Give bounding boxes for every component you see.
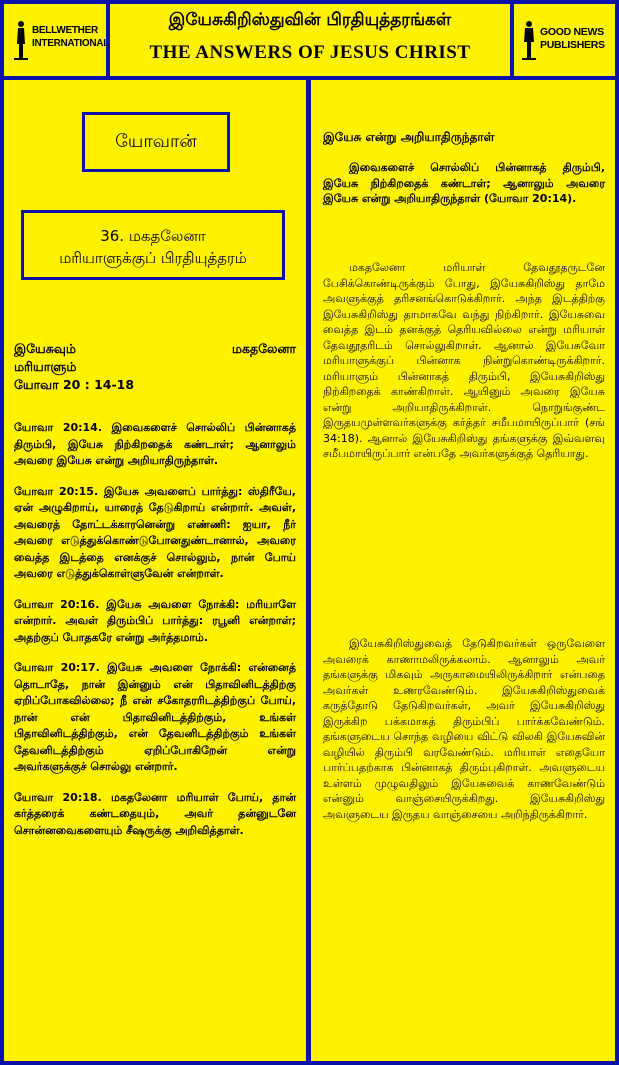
left-column (4, 80, 306, 1061)
header-title-english: THE ANSWERS OF JESUS CHRIST (149, 42, 471, 63)
verse-17: யோவா 20:17. இயேசு அவளை நோக்கி: என்னைத் தொடாதே, நான் இன்னும் என் பிதாவினிடத்திற்கு ஏறிப்போகவில்லை; நீ என் சகோதரரிடத்திற்குப் போய், நான் என் பிதாவினிடத்திற்கும், உங்கள் பிதாவினிடத்திற்கும், என் தேவனிடத்திற்கும் உங்கள் தேவனிடத்திற்கும் ஏறிப்போகிறேன் என்று அவர்களுக்குச் சொல்லு என்றார். (14, 661, 296, 773)
header-title-tamil: இயேசுகிறிஸ்துவின் பிரதியுத்தரங்கள் (168, 10, 452, 30)
verse-14: யோவா 20:14. இவைகளைச் சொல்லிப் பின்னாகத் திரும்பி, இயேசு நிற்கிறதைக் கண்டாள்; ஆனாலும் அவரை இயேசு என்று அறியாதிருந்தாள். (14, 421, 296, 467)
section-heading-part-b: மகதலேனா (231, 341, 296, 356)
verse-15: யோவா 20:15. இயேசு அவளைப் பார்த்து: ஸ்திரீயே, ஏன் அழுகிறாய், யாரைத் தேடுகிறாய் என்றார். அவள், அவரைத் தோட்டக்காரனென்று எண்ணி: ஐயா, நீர் அவரை எடுத்துக்கொண்டுபோனதுண்டானால், அவரை வைத்த இடத்தை எனக்குச் சொல்லும், நான் போய் அவரை எடுத்துக்கொள்ளுவேன் என்றாள். (14, 484, 296, 580)
section-heading-line2: மரியாளும் (14, 359, 77, 374)
page-header (110, 4, 510, 76)
section-reference: யோவா 20 : 14-18 (14, 377, 135, 392)
verse-16: யோவா 20:16. இயேசு அவளை நோக்கி: மரியாளே என்றார். அவள் திரும்பிப் பார்த்து: ரபூனி என்றாள்; அதற்குப் போதகரே என்று அர்த்தமாம். (14, 597, 296, 644)
right-logo-line1: GOOD NEWS (540, 26, 604, 38)
verse-18: யோவா 20:18. மகதலேனா மரியாள் போய், தான் கர்த்தரைக் கண்டதையும், அவர் தன்னுடனே சொன்னவைகளையும் சீஷருக்கு அறிவித்தாள். (14, 790, 296, 837)
section-heading (14, 340, 296, 394)
section-heading-line1 (14, 340, 296, 358)
commentary-paragraph-1: மகதலேனா மரியாள் தேவதூதருடனே பேசிக்கொண்டிருக்கும் போது, இயேசுகிறிஸ்து தாமே அவளுக்குத் தரிசனங்கொடுக்கிறார். அந்த இடத்திற்கு இயேசுகிறிஸ்து தாமாகவே வந்து நிற்கிறார். இயேசுவை வைத்த இடம் தனக்குத் தெரியவில்லை என்று மரியாள் தேவதூதரிடம் சொல்லுகிறாள். ஆனால் இயேசுவோ மரியாளுக்குப் பின்னாக நின்றுகொண்டிருக்கிறார். மரியாளும் பின்னாகத் திரும்பி, இயேசுகிறிஸ்து நிற்கிறதைக் காண்கிறாள். ஆயினும் அவரை இயேசு என்று அறியாதிருக்கிறாள். நொறுங்குண்ட இருதயமுள்ளவர்களுக்கு கர்த்தர் சமீபமாயிருப்பார் (சங் 34:18). ஆனால் இயேசுகிறிஸ்து தங்களுக்கு இவ்வளவு சமீபமாயிருப்பார் என்பதே அவர்களுக்குத் தெரியாது. (323, 261, 605, 460)
right-column (311, 80, 615, 1061)
commentary-intro: இவைகளைச் சொல்லிப் பின்னாகத் திரும்பி, இயேசு நிற்கிறதைக் கண்டாள்; ஆனாலும் அவரை இயேசு என்று அறியாதிருந்தாள் (யோவா 20:14). (323, 161, 605, 205)
good-news-figure-icon (522, 20, 536, 60)
chapter-title-line2: மரியாளுக்குப் பிரதியுத்தரம் (59, 249, 247, 267)
right-logo-line2: PUBLISHERS (540, 39, 605, 51)
section-heading-part-a: இயேசுவும் (14, 341, 76, 356)
verse-list (14, 420, 296, 853)
chapter-title-box (21, 210, 285, 280)
publisher-logo-right (514, 4, 615, 76)
book-title: யோவான் (115, 131, 197, 152)
left-logo-line1: BELLWETHER (32, 25, 98, 36)
chapter-title-line1: 36. மகதலேனா (100, 227, 206, 245)
left-logo-line2: INTERNATIONAL (32, 38, 110, 49)
book-title-box (82, 112, 230, 172)
publisher-logo-left (4, 4, 110, 76)
commentary-title: இயேசு என்று அறியாதிருந்தாள் (323, 130, 495, 144)
bellwether-figure-icon (14, 20, 28, 60)
commentary-paragraph-2: இயேசுகிறிஸ்துவைத் தேடுகிறவர்கள் ஒருவேளை அவரைக் காணாமலிருக்கலாம். ஆனாலும் அவர் தங்களுக்கு மிகவும் அருகாமையிலிருக்கிறார் என்பதை அவர்கள் உணரவேண்டும். இயேசுகிறிஸ்துவைக் கருத்தோடு தேடுகிறவர்கள், அவர் இயேசுகிறிஸ்து இருக்கிற பக்கமாகத் திரும்பிப் பார்க்கவேண்டும். தங்களுடைய சொந்த வழியை விட்டு விலகி இயேசுவின் வழியில் திரும்பி வரவேண்டும். மரியாள் எதையோ பார்ப்பதற்காக பின்னாகத் திரும்புகிறாள். அவளுடைய உள்ளம் முழுவதிலும் இயேசுவைக் காணவேண்டும் என்னும் வாஞ்சையிருக்கிறது. இயேசுகிறிஸ்து அவளுடைய இருதய வாஞ்சையை அறிந்திருக்கிறார். (323, 637, 605, 821)
